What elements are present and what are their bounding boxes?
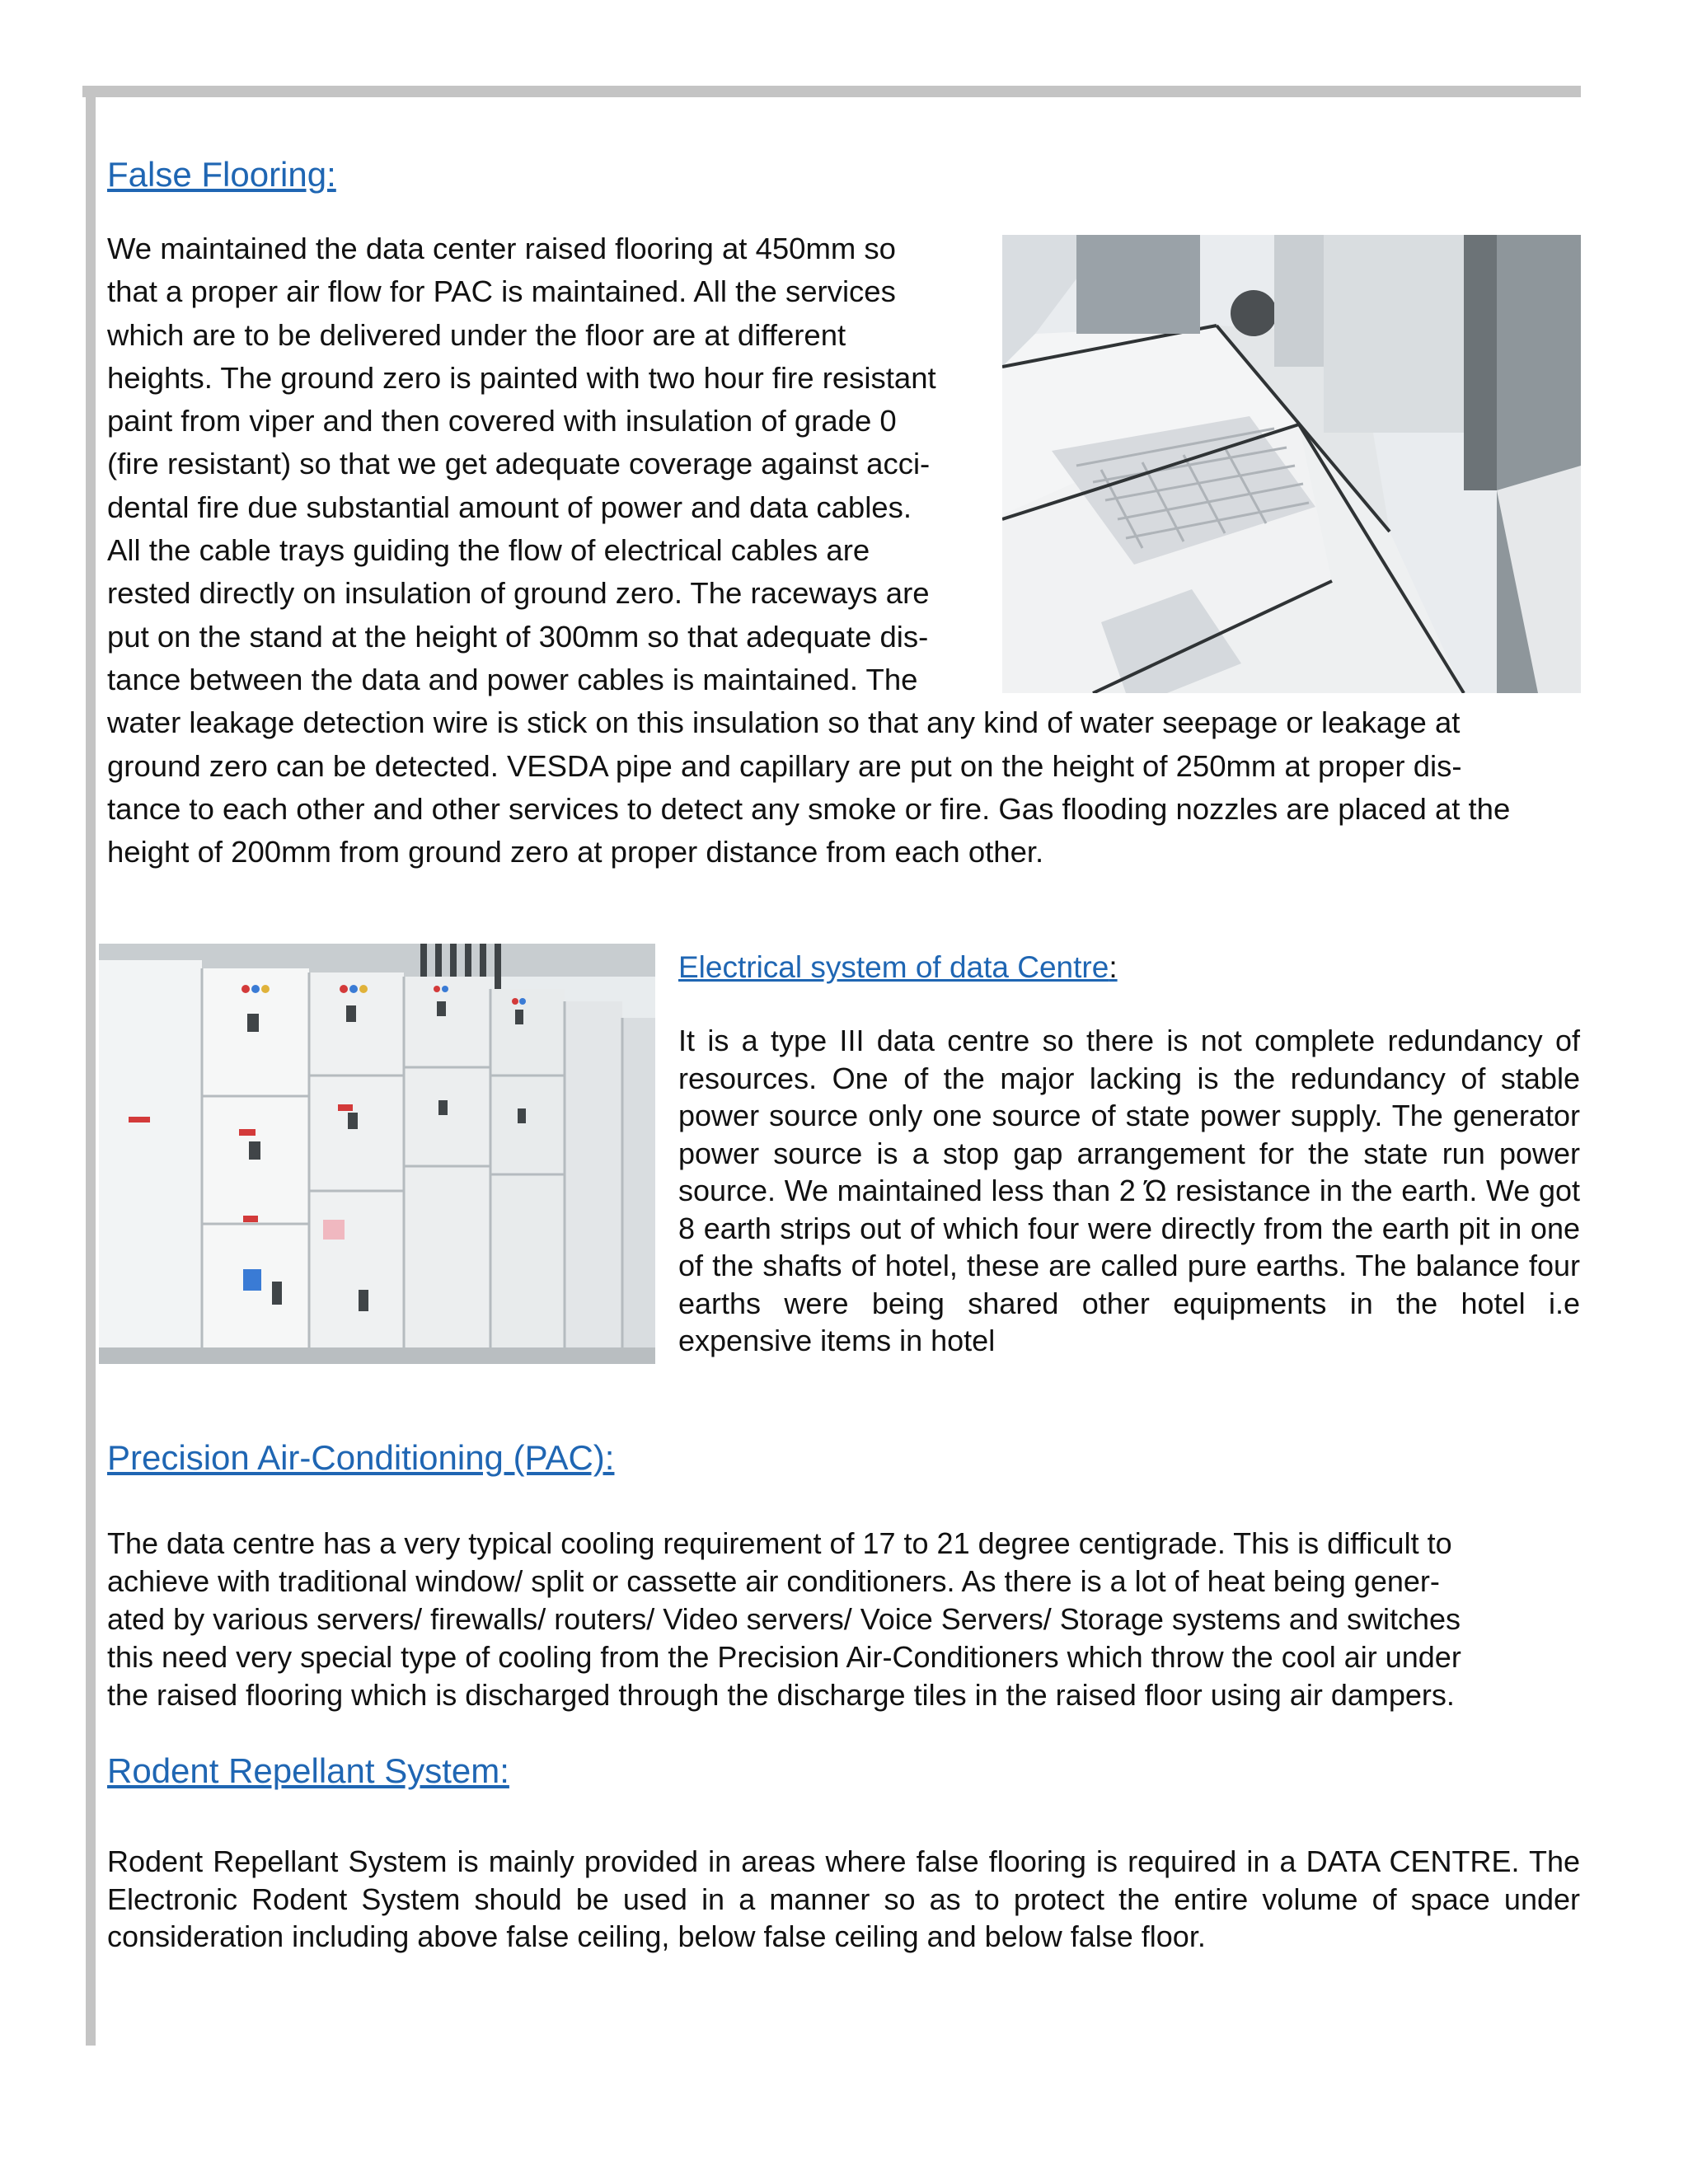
text-line: dental fire due substantial amount of power and data cables. [107, 490, 912, 524]
page-frame-top [82, 86, 1581, 97]
pac-text[interactable] [107, 1525, 1461, 1714]
electrical-panel-photo [99, 944, 655, 1364]
text-line: All the cable trays guiding the flow of electrical cables are [107, 533, 870, 568]
text-line: ated by various servers/ firewalls/ routers/ Video servers/ Voice Servers/ Storage systems and switches [107, 1602, 1461, 1636]
text-line: tance to each other and other services to detect any smoke or fire. Gas flooding nozzles are placed at the [107, 791, 1511, 826]
text-line: which are to be delivered under the floor are at different [107, 317, 846, 352]
false-flooring-heading[interactable]: False Flooring: [107, 155, 336, 194]
text-line: (fire resistant) so that we get adequate coverage against acci- [107, 447, 931, 481]
text-line: heights. The ground zero is painted with two hour fire resistant [107, 360, 936, 395]
text-line: achieve with traditional window/ split or cassette air conditioners. As there is a lot of heat being gener- [107, 1564, 1440, 1598]
electrical-heading[interactable] [678, 949, 1118, 986]
pac-heading[interactable]: Precision Air-Conditioning (PAC): [107, 1438, 615, 1477]
text-line: We maintained the data center raised flooring at 450mm so [107, 232, 896, 265]
electrical-heading-link[interactable]: Electrical system of data Centre [678, 950, 1109, 984]
false-flooring-text[interactable] [107, 227, 1510, 874]
text-line: that a proper air flow for PAC is maintained. All the services [107, 274, 896, 309]
text-line: rested directly on insulation of ground zero. The raceways are [107, 576, 930, 611]
heading-colon: : [1109, 950, 1118, 984]
text-line: height of 200mm from ground zero at proper distance from each other. [107, 835, 1044, 869]
text-line: put on the stand at the height of 300mm so that adequate dis- [107, 619, 929, 654]
text-line: tance between the data and power cables is maintained. The [107, 662, 918, 696]
text-line: The data centre has a very typical cooling requirement of 17 to 21 degree centigrade. This is difficult to [107, 1526, 1452, 1560]
page-frame-left [86, 86, 96, 2046]
text-line: this need very special type of cooling from the Precision Air-Conditioners which throw the cool air under [107, 1640, 1461, 1674]
text-line: water leakage detection wire is stick on this insulation so that any kind of water seepage or leakage at [107, 705, 1461, 740]
rodent-text[interactable]: Rodent Repellant System is mainly provided in areas where false flooring is required in a DATA CENTRE. The Electronic Rodent System should be used in a manner so as to protect the entire volume of space under consideration including above false ceiling, below false ceiling and below false floor. [107, 1844, 1580, 1953]
rodent-heading[interactable]: Rodent Repellant System: [107, 1751, 509, 1790]
text-line: ground zero can be detected. VESDA pipe and capillary are put on the height of 250mm at proper dis- [107, 748, 1462, 783]
electrical-text[interactable]: It is a type III data centre so there is not complete redundancy of resources. One of the major lacking is the redundancy of stable power source only one source of state power supply. The generator power source is a stop gap arrangement for the state run power source. We maintained less than 2 Ώ resistance in the earth. We got 8 earth strips out of which four were directly from the earth pit in one of the shafts of hotel, these are called pure earths. The balance four earths were being shared other equipments in the hotel i.e expensive items in hotel [678, 1024, 1580, 1357]
text-line: the raised flooring which is discharged through the discharge tiles in the raised floor using air dampers. [107, 1678, 1455, 1712]
text-line: paint from viper and then covered with insulation of grade 0 [107, 404, 897, 438]
